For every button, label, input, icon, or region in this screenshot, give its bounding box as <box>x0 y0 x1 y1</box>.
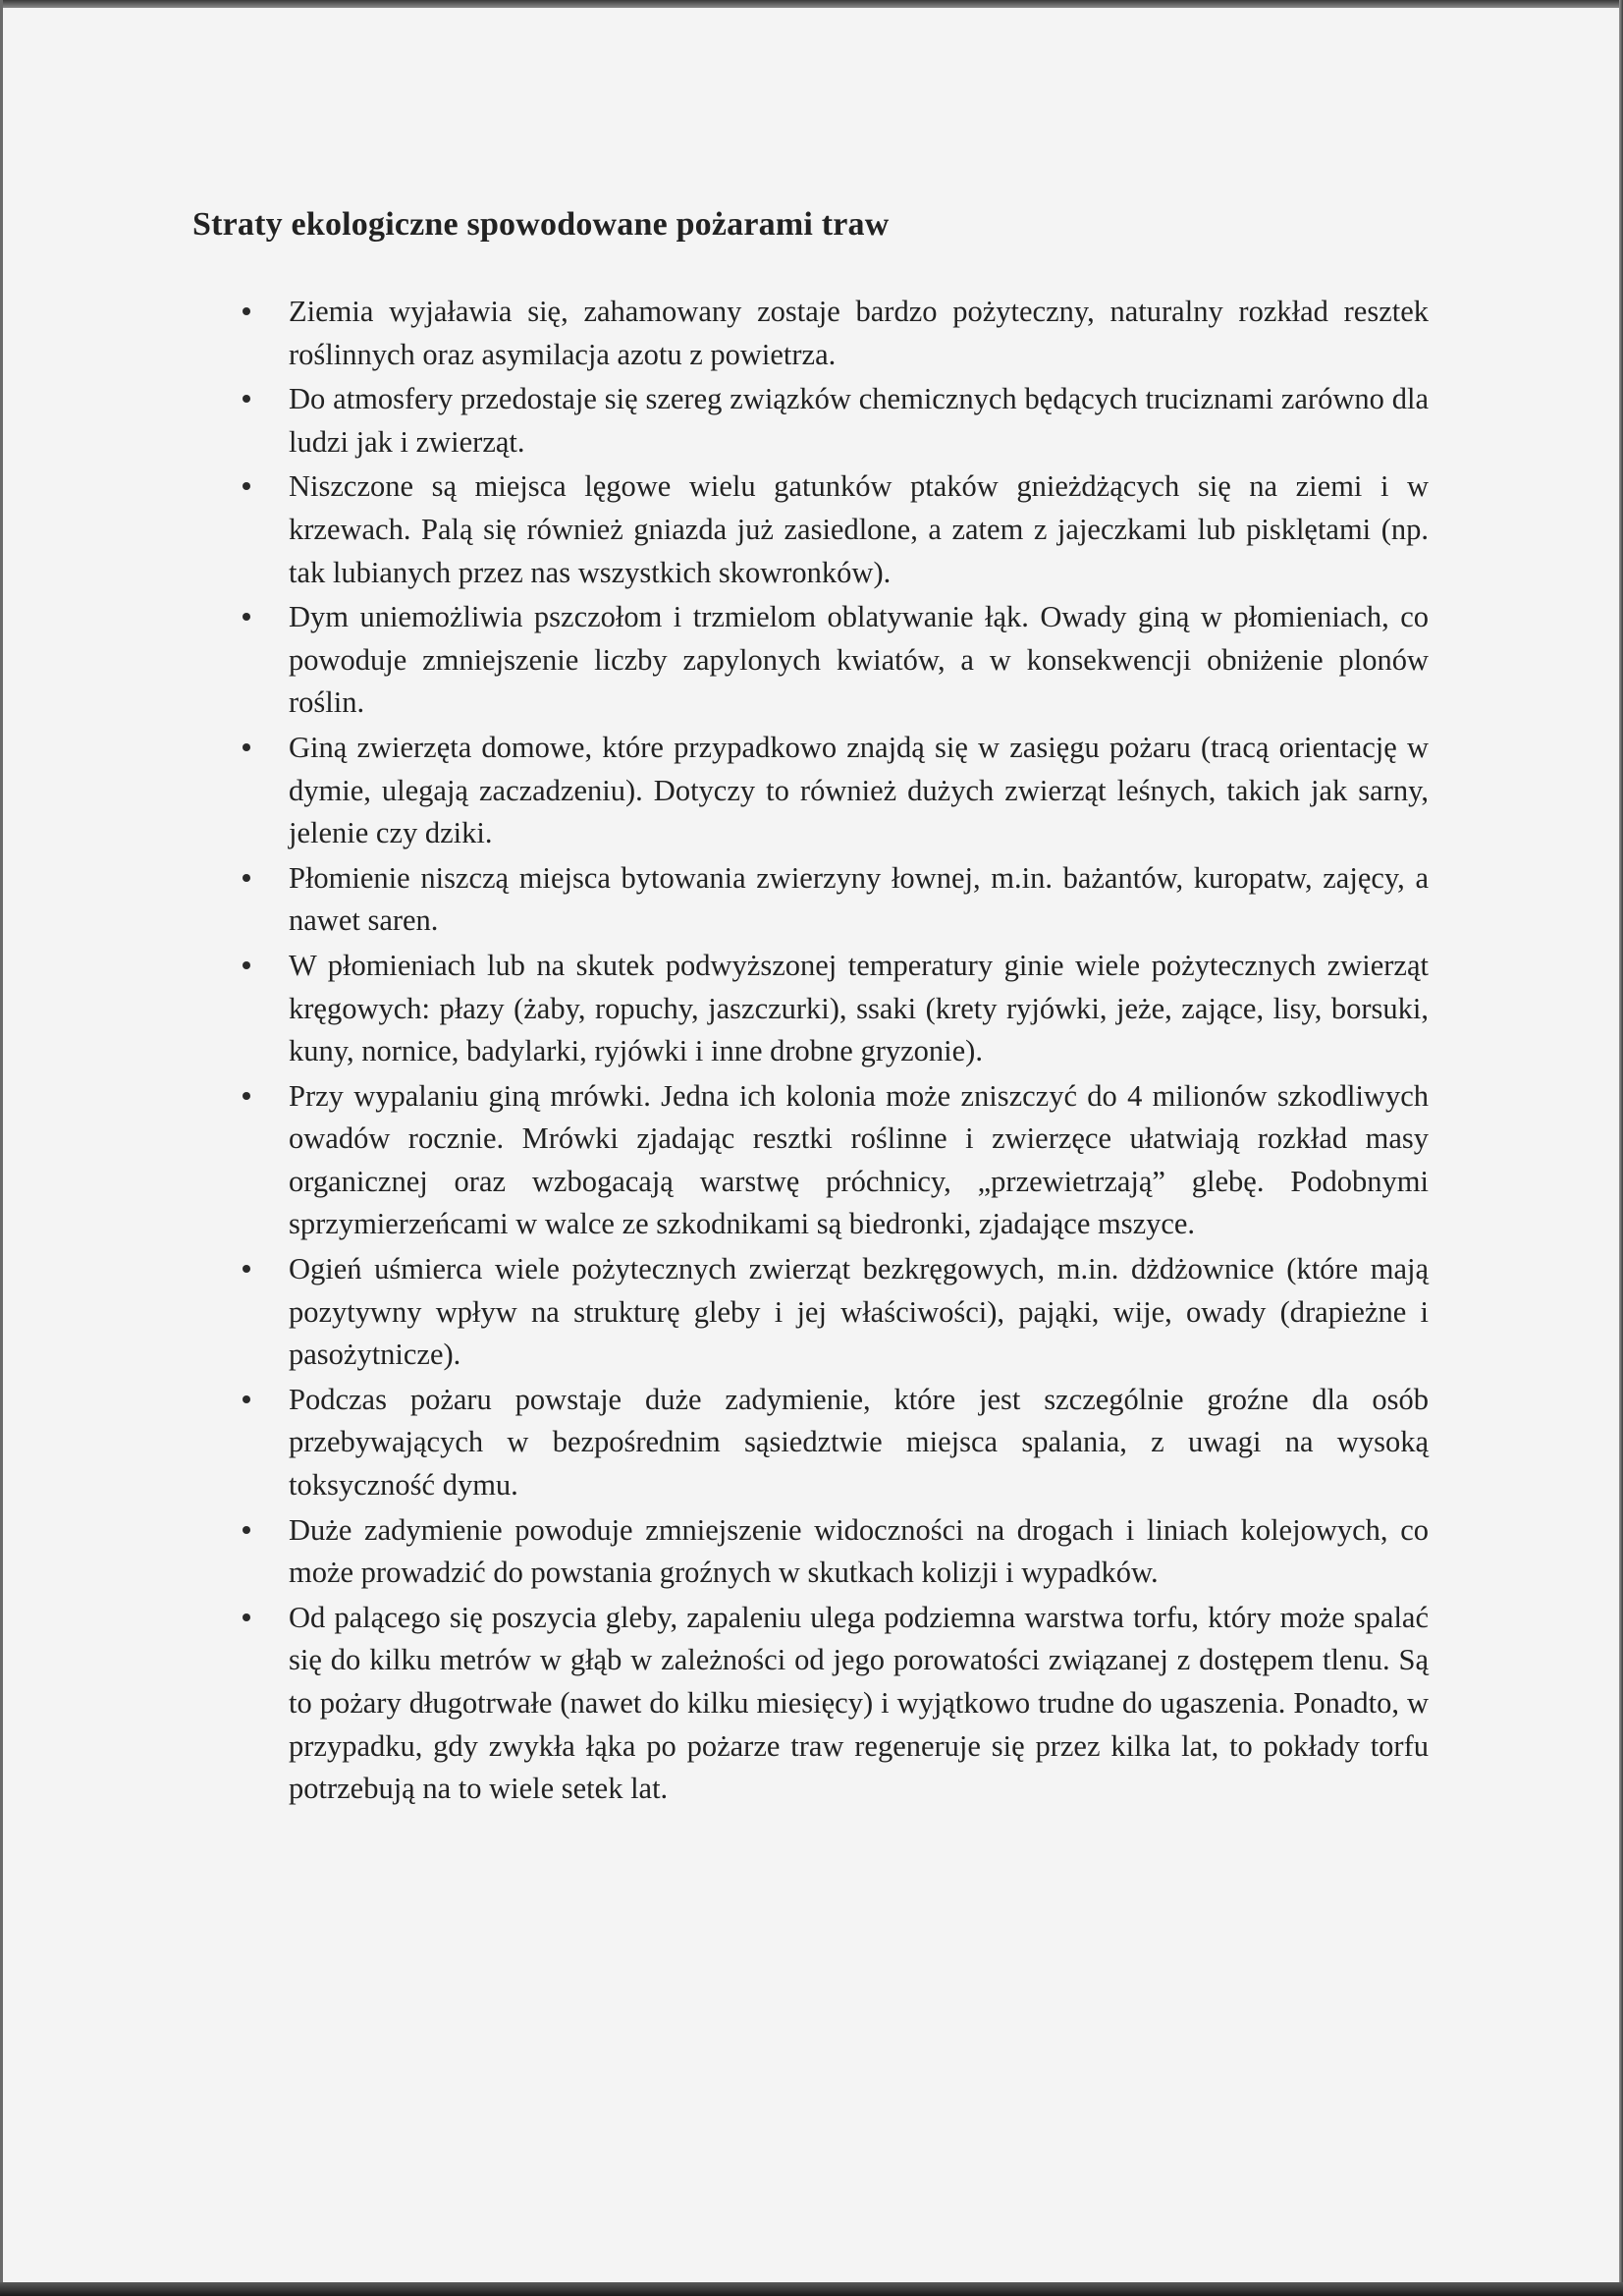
list-item-text: Od palącego się poszycia gleby, zapaleniu ulega podziemna warstwa torfu, który może spalać się do kilku metrów w głąb w zależności od jego porowatości związanej z dostępem tlenu. Są to pożary długotrwałe (nawet do kilku miesięcy) i wyjątkowo trudne do ugaszenia. Ponadto, w przypadku, gdy zwykła łąka po pożarze traw regeneruje się przez kilka lat, to pokłady torfu potrzebują na to wiele setek lat. <box>289 1600 1429 1806</box>
bullet-icon <box>243 1526 250 1534</box>
list-item <box>238 1075 1429 1246</box>
bullet-icon <box>243 1265 250 1273</box>
scan-edge-left <box>0 0 3 2296</box>
bullet-icon <box>243 1092 250 1100</box>
list-item-text: Podczas pożaru powstaje duże zadymienie, które jest szczególnie groźne dla osób przebywających w bezpośrednim sąsiedztwie miejsca spalania, z uwagi na wysoką toksyczność dymu. <box>289 1382 1429 1503</box>
scan-edge-bottom <box>0 2282 1623 2296</box>
list-item <box>238 1509 1429 1595</box>
list-item <box>238 1379 1429 1507</box>
list-item <box>238 945 1429 1073</box>
scan-edge-right <box>1619 0 1623 2296</box>
list-item-text: Ziemia wyjaławia się, zahamowany zostaje bardzo pożyteczny, naturalny rozkład resztek roślinnych oraz asymilacja azotu z powietrza. <box>289 295 1429 371</box>
list-item <box>238 1248 1429 1377</box>
list-item-text: Ogień uśmierca wiele pożytecznych zwierząt bezkręgowych, m.in. dżdżownice (które mają pozytywny wpływ na strukturę gleby i jej właściwości), pająki, wije, owady (drapieżne i pasożytnicze). <box>289 1252 1429 1372</box>
list-item-text: W płomieniach lub na skutek podwyższonej temperatury ginie wiele pożytecznych zwierząt kręgowych: płazy (żaby, ropuchy, jaszczurki), ssaki (krety ryjówki, jeże, zające, lisy, borsuki, kuny, nornice, badylarki, ryjówki i inne drobne gryzonie). <box>289 948 1429 1068</box>
list-item <box>238 291 1429 376</box>
scan-edge-top <box>0 0 1623 8</box>
bullet-icon <box>243 482 250 490</box>
list-item-text: Niszczone są miejsca lęgowe wielu gatunków ptaków gnieżdżących się na ziemi i w krzewach. Palą się również gniazda już zasiedlone, a zatem z jajeczkami lub pisklętami (np. tak lubianych przez nas wszystkich skowronków). <box>289 469 1429 589</box>
list-item <box>238 1597 1429 1811</box>
page-title: Straty ekologiczne spowodowane pożarami traw <box>192 206 890 243</box>
list-item-text: Duże zadymienie powoduje zmniejszenie widoczności na drogach i liniach kolejowych, co może prowadzić do powstania groźnych w skutkach kolizji i wypadków. <box>289 1512 1429 1590</box>
list-item <box>238 857 1429 943</box>
list-item <box>238 378 1429 464</box>
bullet-icon <box>243 395 250 403</box>
list-item <box>238 465 1429 594</box>
bullet-icon <box>243 307 250 315</box>
list-item <box>238 727 1429 855</box>
bullet-icon <box>243 613 250 621</box>
bullet-list <box>238 291 1429 1813</box>
list-item-text: Giną zwierzęta domowe, które przypadkowo znajdą się w zasięgu pożaru (tracą orientację w dymie, ulegają zaczadzeniu). Dotyczy to również dużych zwierząt leśnych, takich jak sarny, jelenie czy dziki. <box>289 730 1429 850</box>
list-item <box>238 596 1429 725</box>
list-item-text: Dym uniemożliwia pszczołom i trzmielom oblatywanie łąk. Owady giną w płomieniach, co powoduje zmniejszenie liczby zapylonych kwiatów, a w konsekwencji obniżenie plonów roślin. <box>289 600 1429 720</box>
bullet-icon <box>243 874 250 882</box>
list-item-text: Płomienie niszczą miejsca bytowania zwierzyny łownej, m.in. bażantów, kuropatw, zajęcy, a nawet saren. <box>289 860 1429 938</box>
bullet-icon <box>243 1395 250 1403</box>
list-item-text: Do atmosfery przedostaje się szereg związków chemicznych będących truciznami zarówno dla ludzi jak i zwierząt. <box>289 382 1429 459</box>
bullet-icon <box>243 743 250 751</box>
bullet-icon <box>243 1613 250 1621</box>
bullet-icon <box>243 961 250 969</box>
list-item-text: Przy wypalaniu giną mrówki. Jedna ich kolonia może zniszczyć do 4 milionów szkodliwych owadów rocznie. Mrówki zjadając resztki roślinne i zwierzęce ułatwiają rozkład masy organicznej oraz wzbogacają warstwę próchnicy, „przewietrzają” glebę. Podobnymi sprzymierzeńcami w walce ze szkodnikami są biedronki, zjadające mszyce. <box>289 1078 1429 1241</box>
